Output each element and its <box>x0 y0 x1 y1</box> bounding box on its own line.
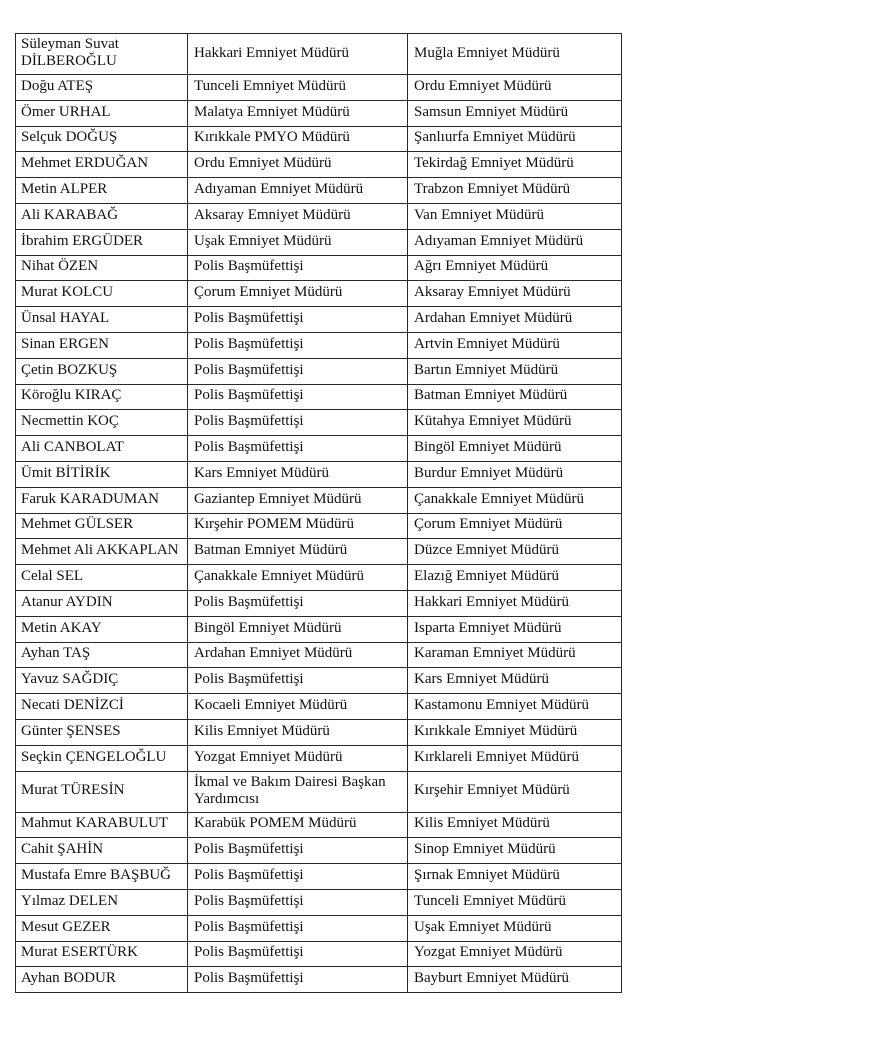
current-position-cell: Polis Başmüfettişi <box>188 915 408 941</box>
personnel-name-cell: Günter ŞENSES <box>16 719 188 745</box>
table-row <box>16 75 622 101</box>
new-position-cell: Hakkari Emniyet Müdürü <box>408 590 622 616</box>
current-position-cell: Çanakkale Emniyet Müdürü <box>188 565 408 591</box>
table-row <box>16 616 622 642</box>
table-row <box>16 864 622 890</box>
current-position-cell: Polis Başmüfettişi <box>188 436 408 462</box>
personnel-name-cell: Nihat ÖZEN <box>16 255 188 281</box>
current-position-cell: Gaziantep Emniyet Müdürü <box>188 487 408 513</box>
new-position-cell: Şanlıurfa Emniyet Müdürü <box>408 126 622 152</box>
table-row <box>16 126 622 152</box>
current-position-cell: Polis Başmüfettişi <box>188 307 408 333</box>
personnel-name-cell: Mahmut KARABULUT <box>16 812 188 838</box>
current-position-cell: Polis Başmüfettişi <box>188 384 408 410</box>
current-position-cell: Kırşehir POMEM Müdürü <box>188 513 408 539</box>
current-position-cell: Polis Başmüfettişi <box>188 332 408 358</box>
table-row <box>16 436 622 462</box>
table-row <box>16 152 622 178</box>
new-position-cell: Muğla Emniyet Müdürü <box>408 34 622 75</box>
personnel-name-cell: İbrahim ERGÜDER <box>16 229 188 255</box>
new-position-cell: Samsun Emniyet Müdürü <box>408 100 622 126</box>
personnel-name-cell: Çetin BOZKUŞ <box>16 358 188 384</box>
table-row <box>16 539 622 565</box>
current-position-cell: Polis Başmüfettişi <box>188 255 408 281</box>
new-position-cell: Isparta Emniyet Müdürü <box>408 616 622 642</box>
current-position-cell: Kilis Emniyet Müdürü <box>188 719 408 745</box>
personnel-name-cell: Metin ALPER <box>16 178 188 204</box>
current-position-cell: Adıyaman Emniyet Müdürü <box>188 178 408 204</box>
new-position-cell: Ağrı Emniyet Müdürü <box>408 255 622 281</box>
current-position-cell: Aksaray Emniyet Müdürü <box>188 203 408 229</box>
current-position-cell: Polis Başmüfettişi <box>188 358 408 384</box>
personnel-name-cell: Yavuz SAĞDIÇ <box>16 668 188 694</box>
personnel-name-cell: Mustafa Emre BAŞBUĞ <box>16 864 188 890</box>
table-row <box>16 384 622 410</box>
current-position-cell: Polis Başmüfettişi <box>188 967 408 993</box>
table-row <box>16 229 622 255</box>
personnel-name-cell: Ali CANBOLAT <box>16 436 188 462</box>
personnel-name-cell: Faruk KARADUMAN <box>16 487 188 513</box>
personnel-name-cell: Ünsal HAYAL <box>16 307 188 333</box>
table-row <box>16 34 622 75</box>
table-row <box>16 255 622 281</box>
current-position-cell: Malatya Emniyet Müdürü <box>188 100 408 126</box>
new-position-cell: Çanakkale Emniyet Müdürü <box>408 487 622 513</box>
new-position-cell: Elazığ Emniyet Müdürü <box>408 565 622 591</box>
table-row <box>16 590 622 616</box>
new-position-cell: Karaman Emniyet Müdürü <box>408 642 622 668</box>
new-position-cell: Kütahya Emniyet Müdürü <box>408 410 622 436</box>
personnel-name-cell: Köroğlu KIRAÇ <box>16 384 188 410</box>
new-position-cell: Düzce Emniyet Müdürü <box>408 539 622 565</box>
new-position-cell: Uşak Emniyet Müdürü <box>408 915 622 941</box>
table-row <box>16 812 622 838</box>
current-position-cell: Çorum Emniyet Müdürü <box>188 281 408 307</box>
personnel-name-cell: Mehmet GÜLSER <box>16 513 188 539</box>
personnel-name-cell: Murat TÜRESİN <box>16 771 188 812</box>
personnel-name-cell: Sinan ERGEN <box>16 332 188 358</box>
current-position-cell: Batman Emniyet Müdürü <box>188 539 408 565</box>
table-row <box>16 565 622 591</box>
new-position-cell: Kırıkkale Emniyet Müdürü <box>408 719 622 745</box>
table-row <box>16 100 622 126</box>
personnel-name-cell: Atanur AYDIN <box>16 590 188 616</box>
personnel-name-cell: Ümit BİTİRİK <box>16 461 188 487</box>
new-position-cell: Ardahan Emniyet Müdürü <box>408 307 622 333</box>
new-position-cell: Bingöl Emniyet Müdürü <box>408 436 622 462</box>
new-position-cell: Çorum Emniyet Müdürü <box>408 513 622 539</box>
table-row <box>16 915 622 941</box>
current-position-cell: Kocaeli Emniyet Müdürü <box>188 694 408 720</box>
new-position-cell: Yozgat Emniyet Müdürü <box>408 941 622 967</box>
new-position-cell: Artvin Emniyet Müdürü <box>408 332 622 358</box>
new-position-cell: Ordu Emniyet Müdürü <box>408 75 622 101</box>
personnel-name-cell: Cahit ŞAHİN <box>16 838 188 864</box>
table-row <box>16 410 622 436</box>
personnel-name-cell: Murat ESERTÜRK <box>16 941 188 967</box>
current-position-cell: Polis Başmüfettişi <box>188 668 408 694</box>
new-position-cell: Bartın Emniyet Müdürü <box>408 358 622 384</box>
current-position-cell: Uşak Emniyet Müdürü <box>188 229 408 255</box>
personnel-name-cell: Süleyman Suvat DİLBEROĞLU <box>16 34 188 75</box>
current-position-cell: Bingöl Emniyet Müdürü <box>188 616 408 642</box>
current-position-cell: Ardahan Emniyet Müdürü <box>188 642 408 668</box>
personnel-name-cell: Selçuk DOĞUŞ <box>16 126 188 152</box>
table-row <box>16 461 622 487</box>
new-position-cell: Burdur Emniyet Müdürü <box>408 461 622 487</box>
new-position-cell: Tunceli Emniyet Müdürü <box>408 889 622 915</box>
personnel-name-cell: Ömer URHAL <box>16 100 188 126</box>
current-position-cell: Polis Başmüfettişi <box>188 590 408 616</box>
new-position-cell: Kars Emniyet Müdürü <box>408 668 622 694</box>
table-row <box>16 307 622 333</box>
new-position-cell: Trabzon Emniyet Müdürü <box>408 178 622 204</box>
current-position-cell: Kırıkkale PMYO Müdürü <box>188 126 408 152</box>
new-position-cell: Kastamonu Emniyet Müdürü <box>408 694 622 720</box>
table-row <box>16 487 622 513</box>
personnel-name-cell: Doğu ATEŞ <box>16 75 188 101</box>
new-position-cell: Aksaray Emniyet Müdürü <box>408 281 622 307</box>
table-row <box>16 358 622 384</box>
personnel-name-cell: Necmettin KOÇ <box>16 410 188 436</box>
personnel-name-cell: Ayhan TAŞ <box>16 642 188 668</box>
table-row <box>16 967 622 993</box>
appointment-table <box>15 33 622 993</box>
table-row <box>16 203 622 229</box>
personnel-name-cell: Mehmet ERDUĞAN <box>16 152 188 178</box>
current-position-cell: Karabük POMEM Müdürü <box>188 812 408 838</box>
table-row <box>16 513 622 539</box>
table-row <box>16 694 622 720</box>
personnel-name-cell: Mehmet Ali AKKAPLAN <box>16 539 188 565</box>
current-position-cell: Polis Başmüfettişi <box>188 941 408 967</box>
personnel-name-cell: Celal SEL <box>16 565 188 591</box>
personnel-name-cell: Mesut GEZER <box>16 915 188 941</box>
personnel-name-cell: Ali KARABAĞ <box>16 203 188 229</box>
new-position-cell: Adıyaman Emniyet Müdürü <box>408 229 622 255</box>
current-position-cell: Yozgat Emniyet Müdürü <box>188 745 408 771</box>
current-position-cell: Polis Başmüfettişi <box>188 410 408 436</box>
table-row <box>16 332 622 358</box>
table-row <box>16 838 622 864</box>
current-position-cell: Ordu Emniyet Müdürü <box>188 152 408 178</box>
current-position-cell: Polis Başmüfettişi <box>188 889 408 915</box>
table-row <box>16 941 622 967</box>
table-row <box>16 178 622 204</box>
table-row <box>16 745 622 771</box>
table-row <box>16 719 622 745</box>
personnel-name-cell: Yılmaz DELEN <box>16 889 188 915</box>
new-position-cell: Şırnak Emniyet Müdürü <box>408 864 622 890</box>
personnel-name-cell: Seçkin ÇENGELOĞLU <box>16 745 188 771</box>
current-position-cell: İkmal ve Bakım Dairesi Başkan Yardımcısı <box>188 771 408 812</box>
current-position-cell: Kars Emniyet Müdürü <box>188 461 408 487</box>
new-position-cell: Batman Emniyet Müdürü <box>408 384 622 410</box>
new-position-cell: Tekirdağ Emniyet Müdürü <box>408 152 622 178</box>
table-row <box>16 642 622 668</box>
table-row <box>16 281 622 307</box>
current-position-cell: Polis Başmüfettişi <box>188 838 408 864</box>
current-position-cell: Hakkari Emniyet Müdürü <box>188 34 408 75</box>
table-row <box>16 771 622 812</box>
appointment-table-body <box>16 34 622 993</box>
new-position-cell: Kırklareli Emniyet Müdürü <box>408 745 622 771</box>
new-position-cell: Bayburt Emniyet Müdürü <box>408 967 622 993</box>
personnel-name-cell: Metin AKAY <box>16 616 188 642</box>
new-position-cell: Van Emniyet Müdürü <box>408 203 622 229</box>
personnel-name-cell: Necati DENİZCİ <box>16 694 188 720</box>
new-position-cell: Kilis Emniyet Müdürü <box>408 812 622 838</box>
table-row <box>16 668 622 694</box>
personnel-name-cell: Ayhan BODUR <box>16 967 188 993</box>
current-position-cell: Polis Başmüfettişi <box>188 864 408 890</box>
new-position-cell: Kırşehir Emniyet Müdürü <box>408 771 622 812</box>
personnel-name-cell: Murat KOLCU <box>16 281 188 307</box>
new-position-cell: Sinop Emniyet Müdürü <box>408 838 622 864</box>
current-position-cell: Tunceli Emniyet Müdürü <box>188 75 408 101</box>
table-row <box>16 889 622 915</box>
